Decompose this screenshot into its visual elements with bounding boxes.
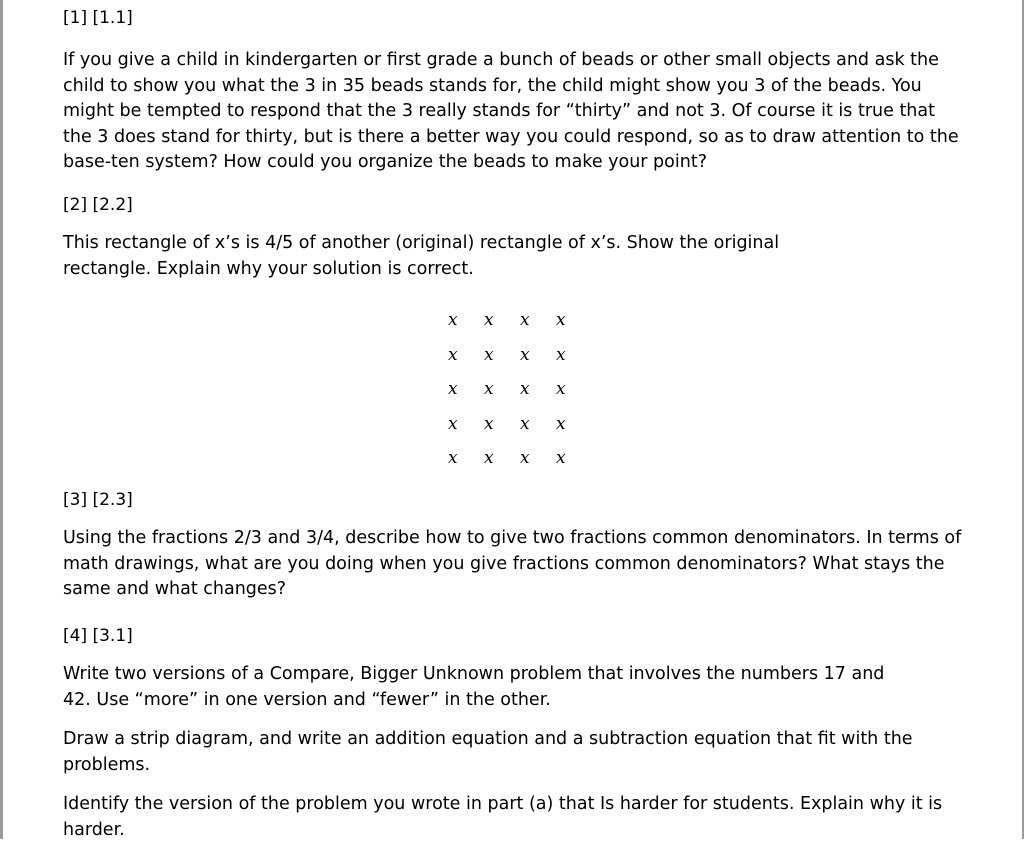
- section-3-header: [3] [2.3]: [63, 490, 133, 510]
- x-mark: x: [484, 413, 494, 434]
- x-mark: x: [448, 413, 458, 434]
- x-mark: x: [556, 310, 566, 330]
- x-row-4: [448, 407, 592, 442]
- section-1-header: [1] [1.1]: [63, 8, 133, 28]
- section-4-text-b: Draw a strip diagram, and write an addition equation and a subtraction equation that fit with the problems.: [63, 729, 913, 775]
- x-rectangle: [448, 303, 592, 476]
- x-mark: x: [448, 310, 458, 330]
- x-mark: x: [520, 413, 530, 434]
- section-4-text-a: Write two versions of a Compare, Bigger Unknown problem that involves the numbers 17 and 42. Use “more” in one version and “fewer” in the other.: [63, 664, 885, 710]
- section-1-text: If you give a child in kindergarten or first grade a bunch of beads or other small objects and ask the child to show you what the 3 in 35 beads stands for, the child might show you 3 of the beads. You might be tempted to respond that the 3 really stands for “thirty” and not 3. Of course it is true that the 3 does stand for thirty, but is there a better way you could respond, so as to draw attention to the base-ten system? How could you organize the beads to make your point?: [63, 50, 959, 172]
- x-mark: x: [448, 344, 458, 365]
- x-mark: x: [520, 344, 530, 365]
- x-mark: x: [448, 379, 458, 399]
- section-4-header: [4] [3.1]: [63, 626, 133, 646]
- x-mark: x: [556, 448, 566, 468]
- x-mark: x: [484, 448, 494, 468]
- x-mark: x: [520, 448, 530, 468]
- section-2-text: This rectangle of x’s is 4/5 of another (original) rectangle of x’s. Show the original rectangle. Explain why your solution is correct.: [63, 233, 780, 279]
- x-row-2: [448, 338, 592, 373]
- x-row-5: [448, 441, 592, 476]
- x-row-1: [448, 303, 592, 338]
- x-mark: x: [520, 379, 530, 399]
- x-row-3: [448, 372, 592, 407]
- x-mark: x: [520, 310, 530, 330]
- section-2-header: [2] [2.2]: [63, 195, 133, 215]
- section-3-text: Using the fractions 2/3 and 3/4, describe how to give two fractions common denominators. In terms of math drawings, what are you doing when you give fractions common denominators? What stays the same and what changes?: [63, 528, 962, 599]
- x-mark: x: [556, 413, 566, 434]
- x-mark: x: [556, 344, 566, 365]
- x-mark: x: [484, 379, 494, 399]
- section-4-text-c: Identify the version of the problem you wrote in part (a) that Is harder for students. Explain why it is harder.: [63, 794, 943, 840]
- x-mark: x: [556, 379, 566, 399]
- x-mark: x: [484, 310, 494, 330]
- left-border: [0, 0, 3, 839]
- x-mark: x: [448, 448, 458, 468]
- x-mark: x: [484, 344, 494, 365]
